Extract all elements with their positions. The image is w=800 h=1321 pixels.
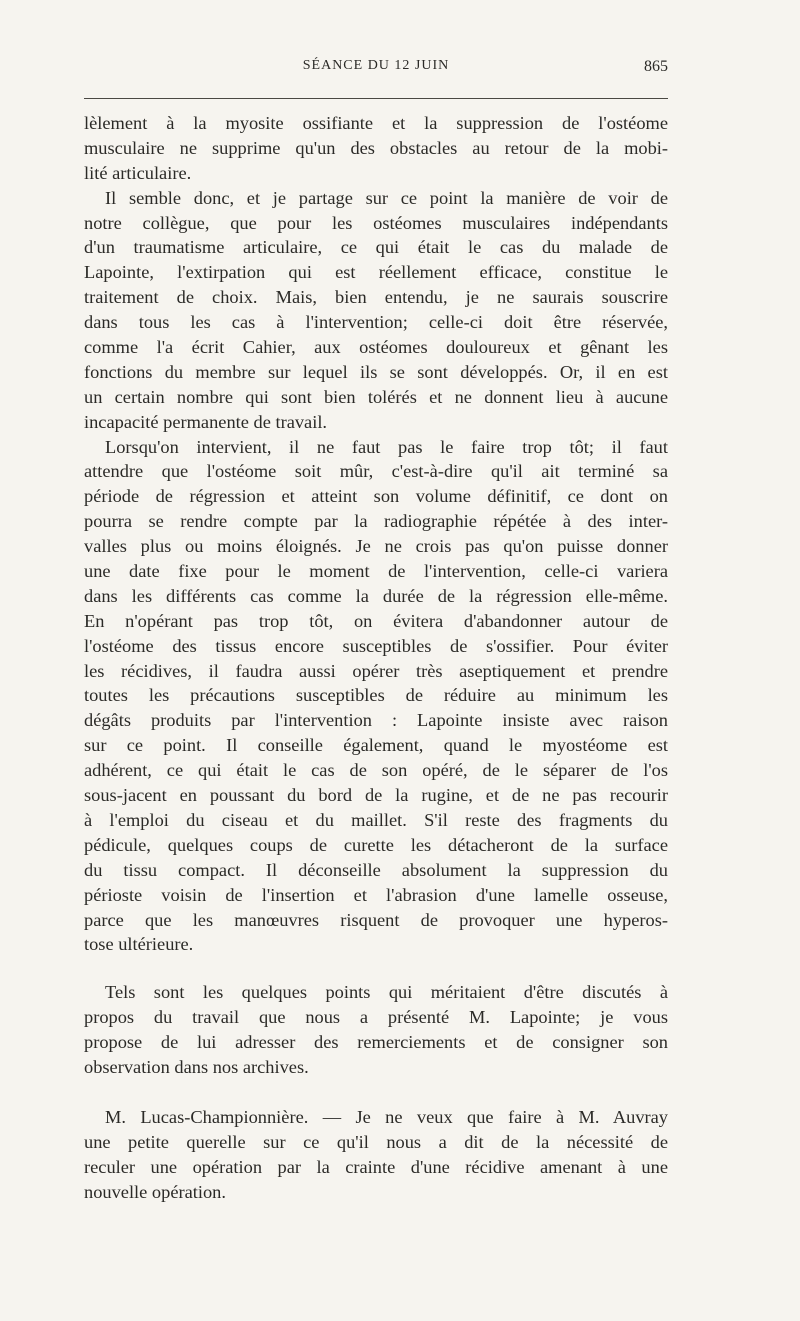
body-text: [84, 111, 668, 1204]
text-line: périoste voisin de l'insertion et l'abrasion d'une lamelle osseuse,: [84, 884, 668, 905]
text-line: propose de lui adresser des remerciements et de consigner son: [84, 1032, 668, 1053]
text-line: parce que les manœuvres risquent de provoquer une hyperos-: [84, 909, 668, 930]
paragraph-4: [84, 980, 668, 1080]
text-line: propos du travail que nous a présenté M. Lapointe; je vous: [84, 1007, 668, 1028]
text-line: attendre que l'ostéome soit mûr, c'est-à-dire qu'il ait terminé sa: [84, 461, 668, 482]
paragraph-5: [84, 1105, 668, 1205]
text-line: dégâts produits par l'intervention : Lapointe insiste avec raison: [84, 710, 668, 731]
paragraph-3: [84, 435, 668, 958]
text-line: l'ostéome des tissus encore susceptibles de s'ossifier. Pour éviter: [84, 635, 668, 656]
text-line: une petite querelle sur ce qu'il nous a dit de la nécessité de: [84, 1131, 668, 1152]
text-line: sur ce point. Il conseille également, quand le myostéome est: [84, 735, 668, 756]
text-line: lèlement à la myosite ossifiante et la suppression de l'ostéome: [84, 113, 668, 133]
text-line: une date fixe pour le moment de l'intervention, celle-ci variera: [84, 561, 668, 582]
text-line: tose ultérieure.: [84, 934, 194, 955]
paragraph-spacer: [84, 1080, 668, 1105]
paragraph-1: [84, 111, 668, 186]
text-line: incapacité permanente de travail.: [84, 411, 328, 432]
text-line: période de régression et atteint son volume définitif, ce dont on: [84, 486, 668, 507]
text-line: fonctions du membre sur lequel ils se sont développés. Or, il en est: [84, 361, 668, 382]
text-line: valles plus ou moins éloignés. Je ne crois pas qu'on puisse donner: [84, 536, 668, 557]
text-line: notre collègue, que pour les ostéomes musculaires indépendants: [84, 212, 668, 233]
text-line: du tissu compact. Il déconseille absolument la suppression du: [84, 859, 668, 880]
text-line: un certain nombre qui sont bien tolérés et ne donnent lieu à aucune: [84, 386, 668, 407]
text-line: Lapointe, l'extirpation qui est réellement efficace, constitue le: [84, 262, 668, 283]
text-line: musculaire ne supprime qu'un des obstacles au retour de la mobi-: [84, 137, 668, 158]
text-line: nouvelle opération.: [84, 1181, 226, 1202]
text-line: traitement de choix. Mais, bien entendu, je ne saurais souscrire: [84, 287, 668, 308]
text-line: En n'opérant pas trop tôt, on évitera d'abandonner autour de: [84, 610, 668, 631]
text-line: comme l'a écrit Cahier, aux ostéomes douloureux et gênant les: [84, 337, 668, 358]
text-line: pédicule, quelques coups de curette les détacheront de la surface: [84, 834, 668, 855]
text-line: pourra se rendre compte par la radiographie répétée à des inter-: [84, 511, 668, 532]
header-rule: [84, 98, 668, 99]
text-line: Il semble donc, et je partage sur ce point la manière de voir de: [105, 187, 668, 208]
text-line: reculer une opération par la crainte d'une récidive amenant à une: [84, 1156, 668, 1177]
text-line: toutes les précautions susceptibles de réduire au minimum les: [84, 685, 668, 706]
paragraph-2: [84, 186, 668, 435]
text-line: M. Lucas-Championnière. — Je ne veux que faire à M. Auvray: [105, 1106, 668, 1127]
text-line: dans les différents cas comme la durée de la régression elle-même.: [84, 585, 668, 606]
text-line: adhérent, ce qui était le cas de son opéré, de le séparer de l'os: [84, 760, 668, 781]
running-title: SÉANCE DU 12 JUIN: [302, 58, 450, 73]
page-number: 865: [644, 58, 668, 75]
text-line: les récidives, il faudra aussi opérer très aseptiquement et prendre: [84, 660, 668, 681]
running-head: [84, 58, 668, 82]
paragraph-spacer: [84, 957, 668, 980]
text-line: Lorsqu'on intervient, il ne faut pas le faire trop tôt; il faut: [105, 436, 668, 457]
text-line: d'un traumatisme articulaire, ce qui était le cas du malade de: [84, 237, 668, 258]
text-line: sous-jacent en poussant du bord de la rugine, et de ne pas recourir: [84, 785, 668, 806]
text-line: lité articulaire.: [84, 162, 192, 183]
text-line: observation dans nos archives.: [84, 1056, 309, 1077]
text-line: à l'emploi du ciseau et du maillet. S'il reste des fragments du: [84, 809, 668, 830]
text-line: Tels sont les quelques points qui méritaient d'être discutés à: [105, 982, 668, 1003]
text-line: dans tous les cas à l'intervention; celle-ci doit être réservée,: [84, 312, 668, 333]
